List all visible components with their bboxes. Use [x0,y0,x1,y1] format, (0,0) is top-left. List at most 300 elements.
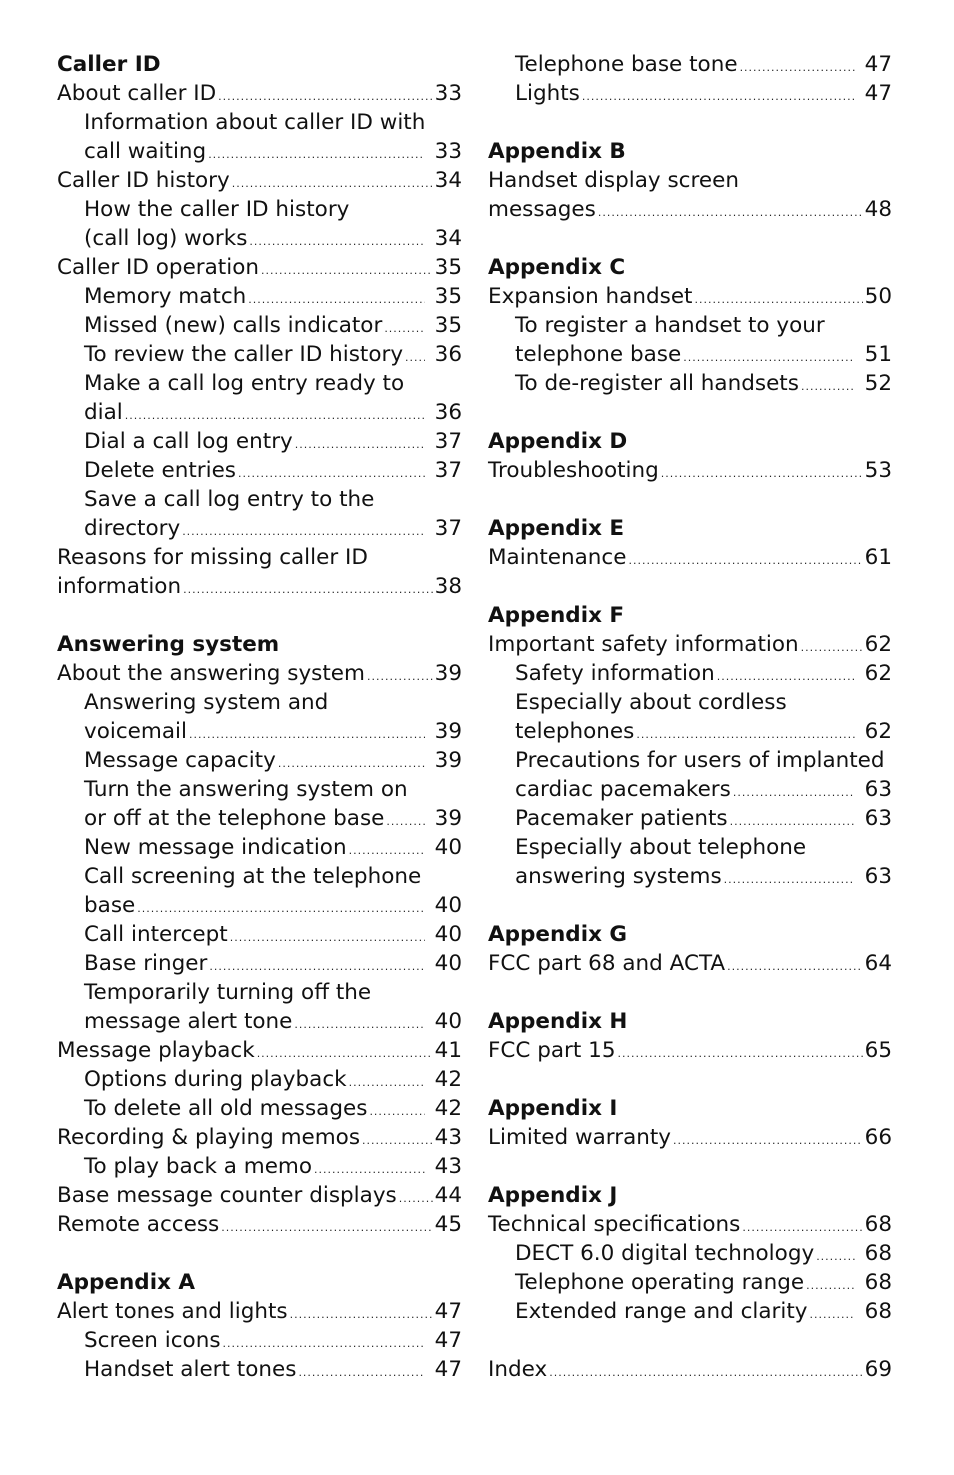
page-number: 41 [434,1038,462,1063]
toc-entry-turn-the-answering-system-on[interactable] [57,775,462,833]
page-number: 69 [864,1357,892,1382]
page-number: 66 [864,1125,892,1150]
toc-entry-title-continued: information [57,574,182,599]
toc-entry-fcc-part-68-and-acta[interactable] [488,949,892,978]
toc-entry-row [57,79,462,108]
toc-entry-make-a-call-log-entry-ready-to[interactable] [57,369,462,427]
dot-leader [549,1358,862,1387]
page-number: 39 [434,661,462,686]
toc-section-appendix-d [488,427,892,485]
toc-entry-title: Delete entries [84,458,237,483]
toc-entry-title: Message capacity [84,748,276,773]
dot-leader [730,807,855,836]
toc-entry-missed-new-calls-indicator[interactable] [57,311,462,340]
section-spacer [488,224,892,253]
section-spacer [488,108,892,137]
dot-leader [189,720,425,749]
page-number: 68 [864,1270,892,1295]
toc-entry-row [515,862,892,891]
dot-leader [598,198,863,227]
section-heading: Appendix C [488,255,626,280]
toc-entry-row [84,1326,462,1355]
toc-entry-row [84,1094,462,1123]
toc-entry-screen-icons[interactable] [57,1326,462,1355]
toc-entry-row [488,1036,892,1065]
section-heading: Appendix I [488,1096,618,1121]
section-spacer [488,485,892,514]
dot-leader [294,1010,424,1039]
page-number: 42 [434,1067,462,1092]
toc-entry-title: Index [488,1357,548,1382]
toc-entry-title: Missed (new) calls indicator [84,313,383,338]
section-spacer [488,978,892,1007]
toc-entry-caller-id-history[interactable] [57,166,462,195]
toc-entry-especially-about-telephone[interactable] [488,833,892,891]
dot-leader [362,1126,433,1155]
toc-entry-telephone-base-tone[interactable] [488,50,892,79]
page-number: 62 [864,632,892,657]
toc-entry-title: Save a call log entry to the [84,487,375,512]
dot-leader [740,53,855,82]
page-number: 39 [434,806,462,831]
page-number: 47 [864,52,892,77]
page-number: 53 [864,458,892,483]
toc-entry-delete-entries[interactable] [57,456,462,485]
toc-entry-row [488,1210,892,1239]
page-number: 65 [864,1038,892,1063]
page-number: 37 [434,458,462,483]
dot-leader [724,865,855,894]
toc-entry-title: To delete all old messages [84,1096,368,1121]
toc-entry-especially-about-cordless[interactable] [488,688,892,746]
toc-entry-row [515,717,892,746]
toc-entry-title: New message indication [84,835,347,860]
toc-section-appendix-c [488,253,892,398]
toc-entry-title: Troubleshooting [488,458,659,483]
section-heading: Appendix A [57,1270,196,1295]
toc-entry-about-caller-id[interactable] [57,79,462,108]
toc-entry-troubleshooting[interactable] [488,456,892,485]
toc-entry-row [57,1036,462,1065]
toc-entry-row [57,1181,462,1210]
toc-entry-title: Temporarily turning off the [84,980,372,1005]
dot-leader [636,720,854,749]
toc-entry-title: Message playback [57,1038,255,1063]
toc-entry-message-capacity[interactable] [57,746,462,775]
dot-leader [232,169,433,198]
dot-leader [742,1213,862,1242]
toc-entry-row [57,1123,462,1152]
toc-entry-limited-warranty[interactable] [488,1123,892,1152]
toc-entry-memory-match[interactable] [57,282,462,311]
toc-entry-title: To play back a memo [84,1154,313,1179]
toc-entry-title: Technical specifications [488,1212,741,1237]
page-number: 52 [864,371,892,396]
page-number: 61 [864,545,892,570]
section-heading: Appendix F [488,603,625,628]
toc-entry-title: About the answering system [57,661,365,686]
toc-entry-title: Extended range and clarity [515,1299,808,1324]
toc-section-appendix-g [488,920,892,978]
dot-leader [367,662,433,691]
dot-leader [694,285,862,314]
toc-entry-title: Base ringer [84,951,208,976]
toc-entry-important-safety-information[interactable] [488,630,892,659]
toc-entry-to-delete-all-old-messages[interactable] [57,1094,462,1123]
toc-entry-dect-6-0-digital-technology[interactable] [488,1239,892,1268]
toc-entry-row [57,1210,462,1239]
toc-section-appendix-j [488,1181,892,1326]
dot-leader [661,459,863,488]
section-spacer [488,1326,892,1355]
page-number: 40 [434,922,462,947]
toc-entry-row [84,746,462,775]
toc-entry-row [488,543,892,572]
toc-entry-row [57,166,462,195]
toc-entry-extended-range-and-clarity[interactable] [488,1297,892,1326]
page-number: 40 [434,835,462,860]
dot-leader [290,1300,433,1329]
toc-entry-title: To review the caller ID history [84,342,404,367]
toc-entry-call-intercept[interactable] [57,920,462,949]
toc-entry-title: Call screening at the telephone [84,864,422,889]
toc-entry-title: Alert tones and lights [57,1299,288,1324]
page-number: 62 [864,719,892,744]
toc-entry-how-the-caller-id-history[interactable] [57,195,462,253]
toc-entry-safety-information[interactable] [488,659,892,688]
section-heading: Appendix E [488,516,625,541]
toc-entry-title: Expansion handset [488,284,693,309]
dot-leader [238,459,425,488]
toc-section-continued [488,50,892,108]
toc-entry-row [488,1355,892,1384]
section-spacer [488,1152,892,1181]
toc-entry-options-during-playback[interactable] [57,1065,462,1094]
toc-entry-maintenance[interactable] [488,543,892,572]
toc-entry-row [488,282,892,311]
dot-leader [384,314,424,343]
page-number: 40 [434,1009,462,1034]
toc-entry-recording-playing-memos[interactable] [57,1123,462,1152]
toc-entry-index[interactable] [488,1355,892,1384]
toc-entry-title: Turn the answering system on [84,777,408,802]
dot-leader [369,1097,424,1126]
toc-entry-alert-tones-and-lights[interactable] [57,1297,462,1326]
page-number: 34 [434,168,462,193]
page-number: 35 [434,284,462,309]
dot-leader [183,575,433,604]
page-number: 34 [434,226,462,251]
toc-entry-title: FCC part 15 [488,1038,616,1063]
toc-entry-title-continued: call waiting [84,139,207,164]
page-number: 50 [864,284,892,309]
dot-leader [208,140,424,169]
page-number: 64 [864,951,892,976]
toc-entry-row [84,427,462,456]
toc-entry-title: Memory match [84,284,247,309]
page-number: 68 [864,1241,892,1266]
page-number: 38 [434,574,462,599]
toc-entry-title: Recording & playing memos [57,1125,361,1150]
toc-entry-row [84,891,462,920]
page-number: 47 [434,1299,462,1324]
toc-right-column [488,50,892,1384]
dot-leader [628,546,862,575]
toc-entry-precautions-for-users-of-implanted[interactable] [488,746,892,804]
section-heading: Appendix B [488,139,626,164]
toc-entry-title: FCC part 68 and ACTA [488,951,726,976]
page-number: 45 [434,1212,462,1237]
toc-entry-row [84,1152,462,1181]
section-spacer [488,572,892,601]
toc-entry-title: Caller ID operation [57,255,259,280]
dot-leader [801,372,855,401]
toc-entry-row [515,804,892,833]
toc-entry-row [515,50,892,79]
toc-entry-title-continued: messages [488,197,596,222]
toc-entry-row [515,340,892,369]
section-heading: Answering system [57,632,280,657]
toc-entry-title: Information about caller ID with [84,110,426,135]
toc-entry-title: Reasons for missing caller ID [57,545,368,570]
toc-entry-base-message-counter-displays[interactable] [57,1181,462,1210]
toc-entry-title-continued: or off at the telephone base [84,806,385,831]
toc-entry-title-continued: message alert tone [84,1009,293,1034]
toc-entry-title: To de-register all handsets [515,371,799,396]
toc-entry-title: Especially about telephone [515,835,807,860]
toc-entry-title-continued: base [84,893,136,918]
dot-leader [278,749,425,778]
toc-entry-title-continued: (call log) works [84,226,248,251]
toc-entry-title: Handset alert tones [84,1357,297,1382]
page-number: 42 [434,1096,462,1121]
page-number: 68 [864,1212,892,1237]
toc-entry-to-review-the-caller-id-history[interactable] [57,340,462,369]
dot-leader [399,1184,433,1213]
toc-entry-row [84,282,462,311]
toc-entry-pacemaker-patients[interactable] [488,804,892,833]
section-heading: Appendix H [488,1009,628,1034]
toc-entry-title-continued: telephone base [515,342,682,367]
toc-entry-handset-display-screen[interactable] [488,166,892,224]
toc-entry-row [84,224,462,253]
dot-leader [125,401,425,430]
page-number: 62 [864,661,892,686]
toc-entry-row [515,1268,892,1297]
toc-entry-temporarily-turning-off-the[interactable] [57,978,462,1036]
toc-entry-title-continued: voicemail [84,719,187,744]
page-number: 37 [434,429,462,454]
toc-entry-title: Handset display screen [488,168,739,193]
toc-entry-remote-access[interactable] [57,1210,462,1239]
page-number: 47 [434,1328,462,1353]
page-number: 47 [864,81,892,106]
section-heading: Appendix D [488,429,628,454]
toc-entry-title: Telephone base tone [515,52,738,77]
toc-entry-title: Dial a call log entry [84,429,293,454]
toc-section-continued [488,1355,892,1384]
page-number: 51 [864,342,892,367]
toc-entry-caller-id-operation[interactable] [57,253,462,282]
dot-leader [137,894,424,923]
toc-entry-title: Call intercept [84,922,228,947]
dot-leader [257,1039,433,1068]
dot-leader [810,1300,855,1329]
toc-section-appendix-h [488,1007,892,1065]
toc-section-appendix-f [488,601,892,891]
toc-entry-row [57,659,462,688]
toc-entry-row [84,920,462,949]
toc-entry-title: To register a handset to your [515,313,825,338]
toc-entry-row [84,340,462,369]
toc-entry-title-continued: directory [84,516,181,541]
toc-section-appendix-b [488,137,892,224]
toc-entry-dial-a-call-log-entry[interactable] [57,427,462,456]
toc-section-answering-system [57,630,462,1239]
page-number: 39 [434,748,462,773]
page-number: 63 [864,864,892,889]
toc-entry-row [488,456,892,485]
dot-leader [221,1213,432,1242]
toc-entry-row [515,369,892,398]
toc-section-appendix-e [488,514,892,572]
dot-leader [230,923,425,952]
toc-entry-message-playback[interactable] [57,1036,462,1065]
dot-leader [248,285,424,314]
toc-entry-to-play-back-a-memo[interactable] [57,1152,462,1181]
section-heading: Caller ID [57,52,161,77]
toc-entry-row [84,514,462,543]
toc-entry-handset-alert-tones[interactable] [57,1355,462,1384]
toc-entry-row [488,630,892,659]
dot-leader [801,633,863,662]
section-heading: Appendix J [488,1183,618,1208]
page-number: 44 [434,1183,462,1208]
dot-leader [618,1039,863,1068]
toc-section-appendix-i [488,1094,892,1152]
toc-entry-title: Screen icons [84,1328,221,1353]
dot-leader [314,1155,425,1184]
dot-leader [218,82,433,111]
toc-entry-row [488,1123,892,1152]
page-number: 35 [434,313,462,338]
toc-entry-save-a-call-log-entry-to-the[interactable] [57,485,462,543]
toc-entry-title: Options during playback [84,1067,347,1092]
page-number: 33 [434,81,462,106]
toc-entry-row [84,949,462,978]
toc-entry-to-de-register-all-handsets[interactable] [488,369,892,398]
toc-entry-lights[interactable] [488,79,892,108]
section-spacer [57,601,462,630]
toc-entry-row [515,1297,892,1326]
dot-leader [806,1271,855,1300]
toc-entry-row [84,311,462,340]
toc-entry-title: Important safety information [488,632,799,657]
toc-entry-reasons-for-missing-caller-id[interactable] [57,543,462,601]
toc-entry-row [57,253,462,282]
toc-entry-title: Telephone operating range [515,1270,805,1295]
page-number: 63 [864,806,892,831]
toc-entry-information-about-caller-id-with[interactable] [57,108,462,166]
section-spacer [488,1065,892,1094]
toc-entry-base-ringer[interactable] [57,949,462,978]
toc-entry-row [515,659,892,688]
dot-leader [727,952,863,981]
toc-entry-row [84,1355,462,1384]
page-number: 43 [434,1154,462,1179]
toc-entry-title: How the caller ID history [84,197,350,222]
toc-entry-title: Maintenance [488,545,627,570]
dot-leader [249,227,424,256]
toc-entry-title: About caller ID [57,81,217,106]
dot-leader [261,256,433,285]
toc-entry-row [84,833,462,862]
toc-entry-row [488,949,892,978]
toc-entry-expansion-handset[interactable] [488,282,892,311]
dot-leader [298,1358,424,1387]
toc-section-appendix-a [57,1268,462,1384]
toc-entry-title: Lights [515,81,580,106]
toc-entry-telephone-operating-range[interactable] [488,1268,892,1297]
dot-leader [295,430,425,459]
toc-entry-title: Answering system and [84,690,329,715]
toc-entry-row [84,1065,462,1094]
toc-entry-row [57,572,462,601]
dot-leader [386,807,424,836]
toc-entry-title: DECT 6.0 digital technology [515,1241,815,1266]
section-heading: Appendix G [488,922,628,947]
toc-entry-title: Caller ID history [57,168,230,193]
toc-entry-row [84,456,462,485]
toc-entry-title-continued: cardiac pacemakers [515,777,731,802]
toc-entry-to-register-a-handset-to-your[interactable] [488,311,892,369]
page-number: 40 [434,893,462,918]
toc-entry-row [84,804,462,833]
toc-entry-answering-system-and[interactable] [57,688,462,746]
toc-entry-row [515,1239,892,1268]
dot-leader [683,343,854,372]
dot-leader [717,662,855,691]
toc-entry-technical-specifications[interactable] [488,1210,892,1239]
section-spacer [57,1239,462,1268]
toc-entry-title-continued: dial [84,400,123,425]
dot-leader [733,778,855,807]
toc-entry-new-message-indication[interactable] [57,833,462,862]
toc-entry-row [84,1007,462,1036]
toc-entry-call-screening-at-the-telephone[interactable] [57,862,462,920]
toc-entry-title: Make a call log entry ready to [84,371,405,396]
page-number: 43 [434,1125,462,1150]
toc-entry-row [84,717,462,746]
page-number: 63 [864,777,892,802]
toc-entry-row [84,398,462,427]
toc-entry-fcc-part-15[interactable] [488,1036,892,1065]
dot-leader [582,82,855,111]
page-number: 68 [864,1299,892,1324]
toc-entry-row [57,1297,462,1326]
toc-entry-title: Precautions for users of implanted [515,748,885,773]
dot-leader [816,1242,854,1271]
dot-leader [209,952,424,981]
page-number: 40 [434,951,462,976]
toc-entry-about-the-answering-system[interactable] [57,659,462,688]
page-number: 48 [864,197,892,222]
toc-entry-title-continued: telephones [515,719,635,744]
toc-section-caller-id [57,50,462,601]
toc-entry-title: Limited warranty [488,1125,672,1150]
section-spacer [488,398,892,427]
toc-entry-row [84,137,462,166]
